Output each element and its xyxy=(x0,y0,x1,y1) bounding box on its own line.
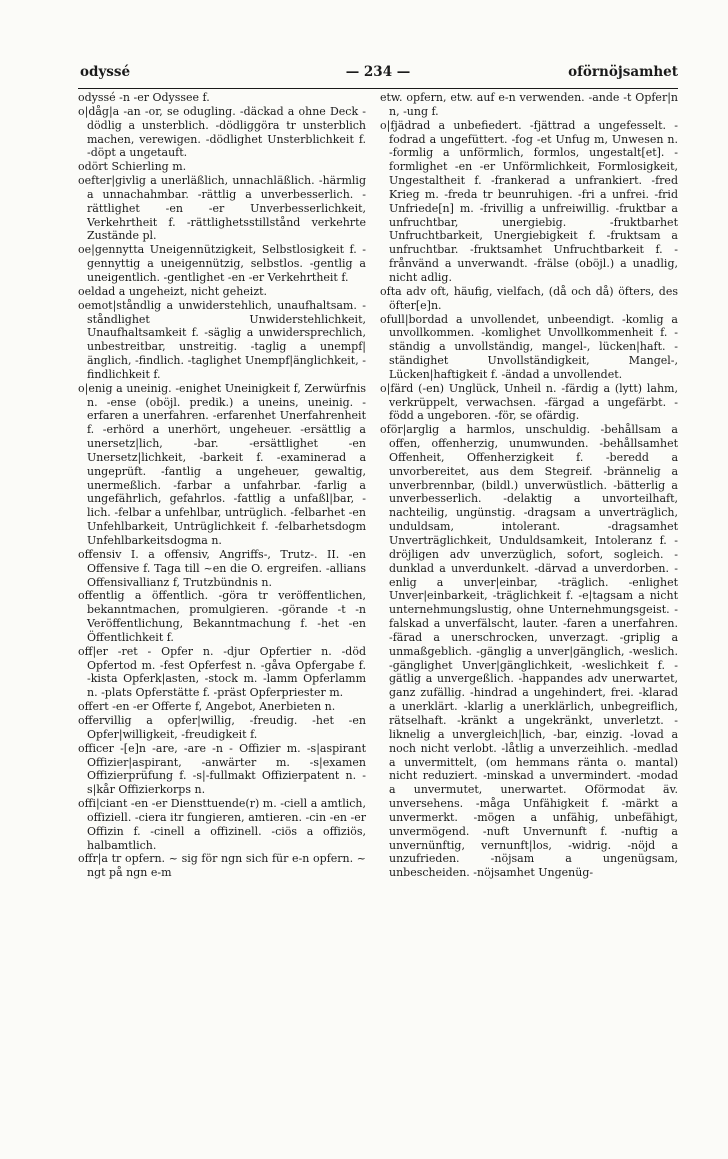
dictionary-entry: offentlig a öffentlich. -göra tr veröffentlichen, bekanntmachen, promulgieren. -görande -t -n Veröffentlichung, Bekanntmachung f. -het -en Öffentlichkeit f. xyxy=(78,589,366,644)
dictionary-entry: etw. opfern, etw. auf e-n verwenden. -ande -t Opfer|n n, -ung f. xyxy=(380,91,678,118)
dictionary-entry: offert -en -er Offerte f, Angebot, Anerbieten n. xyxy=(78,700,336,714)
dictionary-entry: oför|arglig a harmlos, unschuldig. -behållsam a offen, offenherzig, unumwunden. -behållsamhet Offenheit, Offenherzigkeit f. -beredd a unvorbereitet, aus dem Stegreif. -brännelig a unverbrennbar, (bildl.) unverwüstlich. -bätterlig a unverbesserlich. -delaktig a unvorteilhaft, nachteilig, ungünstig. -dragsam a unverträglich, unduldsam, intolerant. -dragsamhet Unverträglichkeit, Unduldsamkeit, Intoleranz f. -dröjligen adv unverzüglich, sofort, sogleich. -dunklad a unverdunkelt. -därvad a unverdorben. -enlig a unver|einbar, -träglich. -enlighet Unver|einbarkeit, -träglichkeit f. -e|tagsam a nicht unternehmungslustig, ohne Unternehmungsgeist. -falskad a unverfälscht, lauter. -faren a unerfahren. -färad a unerschrocken, unverzagt. -griplig a unmaßgeblich. -gänglig a unver|gänglich, -weslich. -gänglighet Unver|gänglichkeit, -weslichkeit f. -gätlig a unvergeßlich. -happandes adv unerwartet, ganz zufällig. -hindrad a ungehindert, frei. -klarad a unerklärt. -klarlig a unerklärlich, unbegreiflich, rätselhaft. -kränkt a ungekränkt, unverletzt. -liknelig a unvergleich|lich, -bar, einzig. -lovad a noch nicht verlobt. -låtlig a unverzeihlich. -medlad a unvermittelt, (om hemmans ränta o. mantal) nicht reduziert. -minskad a unvermindert. -modad a unvermutet, unerwartet. Oförmodat äv. unversehens. -måga Unfähigkeit f. -märkt a unvermerkt. -mögen a unfähig, unbefähigt, unvermögend. -nuft Unvernunft f. -nuftig a unvernünftig, vernunft|los, -widrig. -nöjd a unzufrieden. -nöjsam a ungenügsam, unbescheiden. -nöjsamhet Ungenüg- xyxy=(380,423,678,880)
right-column xyxy=(380,91,678,880)
dictionary-entry: odyssé -n -er Odyssee f. xyxy=(78,91,210,104)
header-right-guide-word: oförnöjsamhet xyxy=(568,64,678,80)
dictionary-page xyxy=(78,58,678,880)
dictionary-entry: oemot|ståndlig a unwiderstehlich, unaufhaltsam. -ståndlighet Unwiderstehlichkeit, Unaufhaltsamkeit f. -säglig a unwidersprechlich, unbestreitbar, unstreitig. -taglig a unempf|änglich, -findlich. -taglighet Unempf|änglichkeit, -findlichkeit f. xyxy=(78,298,366,381)
dictionary-entry: o|enig a uneinig. -enighet Uneinigkeit f, Zerwürfnis n. -ense (oböjl. predik.) a uneins, uneinig. -erfaren a unerfahren. -erfarenhet Unerfahrenheit f. -erhörd a unerhört, ungeheuer. -ersättlig a unersetz|lich, -bar. -ersättlighet -en Unersetz|lichkeit, -barkeit f. -examinerad a ungeprüft. -fantlig a ungeheuer, gewaltig, unermeßlich. -farbar a unfahrbar. -farlig a ungefährlich, gefahrlos. -fattlig a unfaßl|bar, -lich. -felbar a unfehlbar, untrüglich. -felbarhet -en Unfehlbarkeit, Untrüglichkeit f. -felbarhetsdogm Unfehlbarkeitsdogma n. xyxy=(78,381,366,547)
left-column xyxy=(78,91,366,880)
dictionary-entry: offervillig a opfer|willig, -freudig. -het -en Opfer|willigkeit, -freudigkeit f. xyxy=(78,713,366,741)
dictionary-entry: oeldad a ungeheizt, nicht geheizt. xyxy=(78,284,268,298)
dictionary-entry: oefter|givlig a unerläßlich, unnachläßlich. -härmlig a unnachahmbar. -rättlig a unverbesserlich. -rättlighet -en -er Unverbesserlichkeit, Verkehrtheit f. -rättlighetsstillstånd verkehrte Zustände pl. xyxy=(78,174,366,243)
dictionary-entry: ofta adv oft, häufig, vielfach, (då och då) öfters, des öfter[e]n. xyxy=(380,284,678,312)
dictionary-entry: o|dåg|a -an -or, se odugling. -däckad a ohne Deck -dödlig a unsterblich. -dödliggöra tr unsterblich machen, verewigen. -dödlighet Unsterblichkeit f. -döpt a ungetauft. xyxy=(78,104,366,160)
dictionary-entry: offi|ciant -en -er Diensttuende(r) m. -ciell a amtlich, offiziell. -ciera itr fungieren, amtieren. -cin -en -er Offizin f. -cinell a offizinell. -ciös a offiziös, halbamtlich. xyxy=(78,797,366,852)
dictionary-entry: ofull|bordad a unvollendet, unbeendigt. -komlig a unvollkommen. -komlighet Unvollkommenheit f. -ständig a unvollständig, mangel-, lücken|haft. -ständighet Unvollständigkeit, Mangel-, Lücken|haftigkeit f. -ändad a unvollendet. xyxy=(380,312,678,381)
dictionary-entry: offr|a tr opfern. ~ sig för ngn sich für e-n opfern. ~ ngt på ngn e-m xyxy=(78,852,366,880)
running-header xyxy=(78,58,678,88)
dictionary-entry: officer -[e]n -are, -are -n - Offizier m. -s|aspirant Offizier|aspirant, -anwärter m. -s|examen Offizierprüfung f. -s|-fullmakt Offizierpatent n. -s|kår Offizierkorps n. xyxy=(78,741,366,797)
page-number: — 234 — xyxy=(345,64,411,80)
dictionary-entry: o|fjädrad a unbefiedert. -fjättrad a ungefesselt. -fodrad a ungefüttert. -fog -et Unfug m, Unwesen n. -formlig a unförmlich, formlos, ungestalt[et]. -formlighet -en -er Unförmlichkeit, Formlosigkeit, Ungestaltheit f. -frankerad a unfrankiert. -fred Krieg m. -freda tr beunruhigen. -fri a unfrei. -frid Unfriede[n] m. -frivillig a unfreiwillig. -fruktbar a unfruchtbar, unergiebig. -fruktbarhet Unfruchtbarkeit, Unergiebigkeit f. -fruktsam a unfruchtbar. -fruktsamhet Unfruchtbarkeit f. -frånvänd a unverwandt. -frälse (oböjl.) a unadlig, nicht adlig. xyxy=(380,118,678,284)
header-rule xyxy=(78,88,678,89)
dictionary-entry: odört Schierling m. xyxy=(78,160,187,174)
dictionary-entry: offensiv I. a offensiv, Angriffs-, Trutz-. II. -en Offensive f. Taga till ~en die O. ergreifen. -allians Offensivallianz f, Trutzbündnis n. xyxy=(78,547,366,589)
dictionary-entry: o|färd (-en) Unglück, Unheil n. -färdig a (lytt) lahm, verkrüppelt, verwachsen. -färgad a ungefärbt. -född a ungeboren. -för, se ofärdig. xyxy=(380,381,678,423)
two-column-body xyxy=(78,91,678,880)
dictionary-entry: off|er -ret - Opfer n. -djur Opfertier n. -död Opfertod m. -fest Opferfest n. -gåva Opfergabe f. -kista Opferk|asten, -stock m. -lamm Opferlamm n. -plats Opferstätte f. -präst Opferpriester m. xyxy=(78,644,366,700)
header-left-guide-word: odyssé xyxy=(80,64,131,80)
dictionary-entry: oe|gennytta Uneigennützigkeit, Selbstlosigkeit f. -gennyttig a uneigennützig, selbstlos. -gentlig a uneigentlich. -gentlighet -en -er Verkehrtheit f. xyxy=(78,243,366,284)
